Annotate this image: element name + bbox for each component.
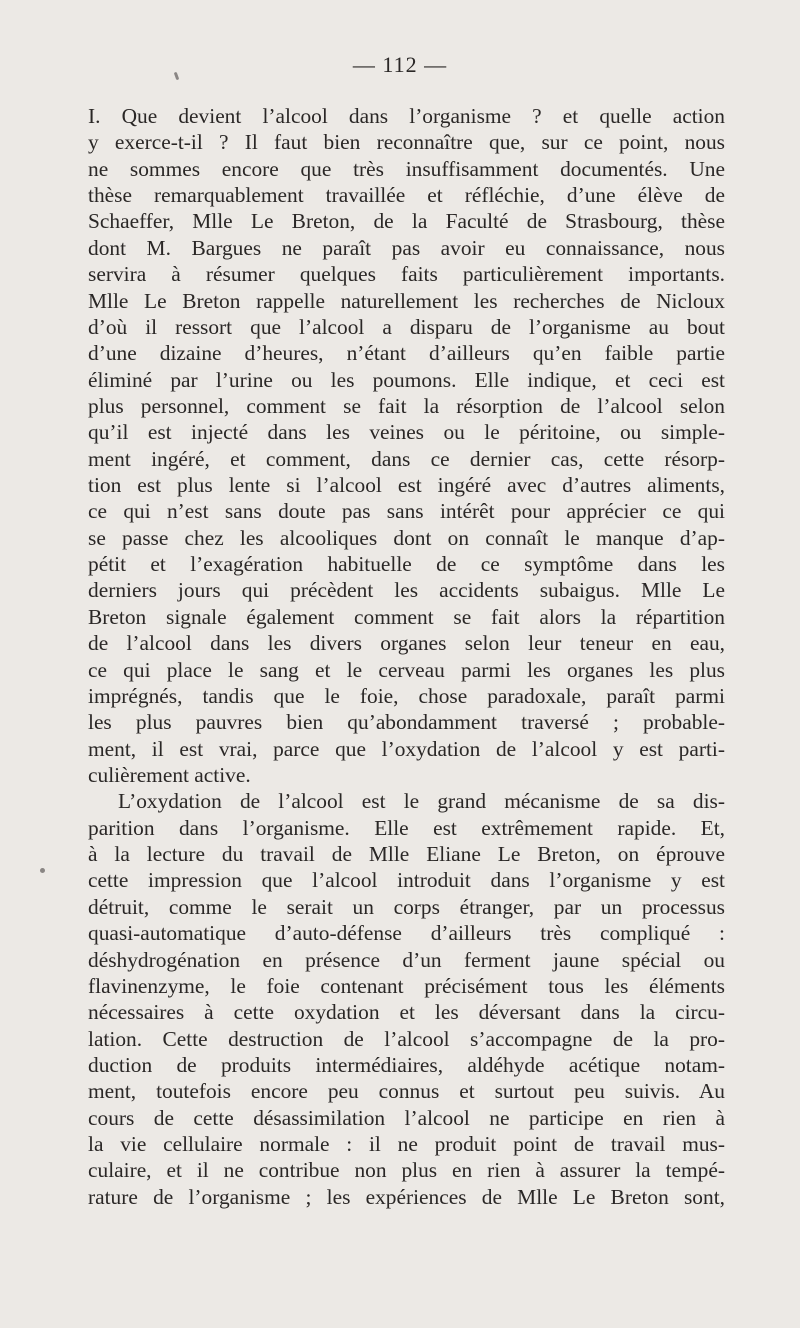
text-line: déshydrogénation en présence d’un ferment jaune spécial ou (88, 947, 725, 972)
text-line: quasi-automatique d’auto-défense d’ailleurs très compliqué : (88, 921, 725, 946)
text-line: Mlle Le Breton rappelle naturellement les recherches de Nicloux (88, 288, 725, 313)
text-line: éliminé par l’urine ou les poumons. Elle indique, et ceci est (88, 367, 725, 392)
text-line: cours de cette désassimilation l’alcool ne participe en rien à (88, 1105, 725, 1130)
text-line: à la lecture du travail de Mlle Eliane Le Breton, on éprouve (88, 842, 725, 867)
text-line: Breton signale également comment se fait alors la répartition (88, 604, 725, 629)
text-line: cette impression que l’alcool introduit dans l’organisme y est (88, 868, 725, 893)
text-line: nécessaires à cette oxydation et les déversant dans la circu- (88, 1000, 725, 1025)
text-line: ment, toutefois encore peu connus et surtout peu suivis. Au (88, 1079, 725, 1104)
text-line: flavinenzyme, le foie contenant précisément tous les éléments (88, 973, 725, 998)
text-line: I. Que devient l’alcool dans l’organisme ? et quelle action (88, 104, 725, 128)
body-text (88, 103, 725, 1210)
text-line: ment ingéré, et comment, dans ce dernier cas, cette résorp- (88, 446, 725, 471)
text-line: culièrement active. (88, 762, 251, 787)
text-line: rature de l’organisme ; les expériences de Mlle Le Breton sont, (88, 1184, 725, 1209)
text-line: plus personnel, comment se fait la résorption de l’alcool selon (88, 393, 725, 418)
text-line: lation. Cette destruction de l’alcool s’accompagne de la pro- (88, 1026, 725, 1051)
text-line: les plus pauvres bien qu’abondamment traversé ; probable- (88, 710, 725, 735)
text-line: ce qui n’est sans doute pas sans intérêt pour apprécier ce qui (88, 499, 725, 524)
text-line: dont M. Bargues ne paraît pas avoir eu connaissance, nous (88, 235, 725, 260)
text-line: Schaeffer, Mlle Le Breton, de la Faculté de Strasbourg, thèse (88, 209, 725, 234)
text-line: culaire, et il ne contribue non plus en rien à assurer la tempé- (88, 1158, 725, 1183)
text-line: derniers jours qui précèdent les accidents subaigus. Mlle Le (88, 578, 725, 603)
text-line: d’où il ressort que l’alcool a disparu de l’organisme au bout (88, 314, 725, 339)
text-line: ne sommes encore que très insuffisamment documentés. Une (88, 156, 725, 181)
text-line: de l’alcool dans les divers organes selon leur teneur en eau, (88, 631, 725, 656)
text-line: tion est plus lente si l’alcool est ingéré avec d’autres aliments, (88, 473, 725, 498)
text-line: la vie cellulaire normale : il ne produit point de travail mus- (88, 1132, 725, 1157)
text-line: pétit et l’exagération habituelle de ce symptôme dans les (88, 552, 725, 577)
text-line: ce qui place le sang et le cerveau parmi les organes les plus (88, 657, 725, 682)
text-line: servira à résumer quelques faits particulièrement importants. (88, 262, 725, 287)
scan-speck (40, 868, 45, 873)
text-line: qu’il est injecté dans les veines ou le péritoine, ou simple- (88, 420, 725, 445)
page-number: — 112 — (352, 52, 448, 77)
text-line: ment, il est vrai, parce que l’oxydation de l’alcool y est parti- (88, 736, 725, 761)
text-line: se passe chez les alcooliques dont on connaît le manque d’ap- (88, 525, 725, 550)
text-line: parition dans l’organisme. Elle est extrêmement rapide. Et, (88, 815, 725, 840)
text-line: imprégnés, tandis que le foie, chose paradoxale, paraît parmi (88, 683, 725, 708)
text-line: y exerce-t-il ? Il faut bien reconnaître que, sur ce point, nous (88, 130, 725, 155)
text-line: duction de produits intermédiaires, aldéhyde acétique notam- (88, 1052, 725, 1077)
text-line: d’une dizaine d’heures, n’étant d’ailleurs qu’en faible partie (88, 341, 725, 366)
text-line: thèse remarquablement travaillée et réfléchie, d’une élève de (88, 183, 725, 208)
text-line: détruit, comme le serait un corps étranger, par un processus (88, 894, 725, 919)
text-line: L’oxydation de l’alcool est le grand mécanisme de sa dis- (118, 789, 725, 814)
